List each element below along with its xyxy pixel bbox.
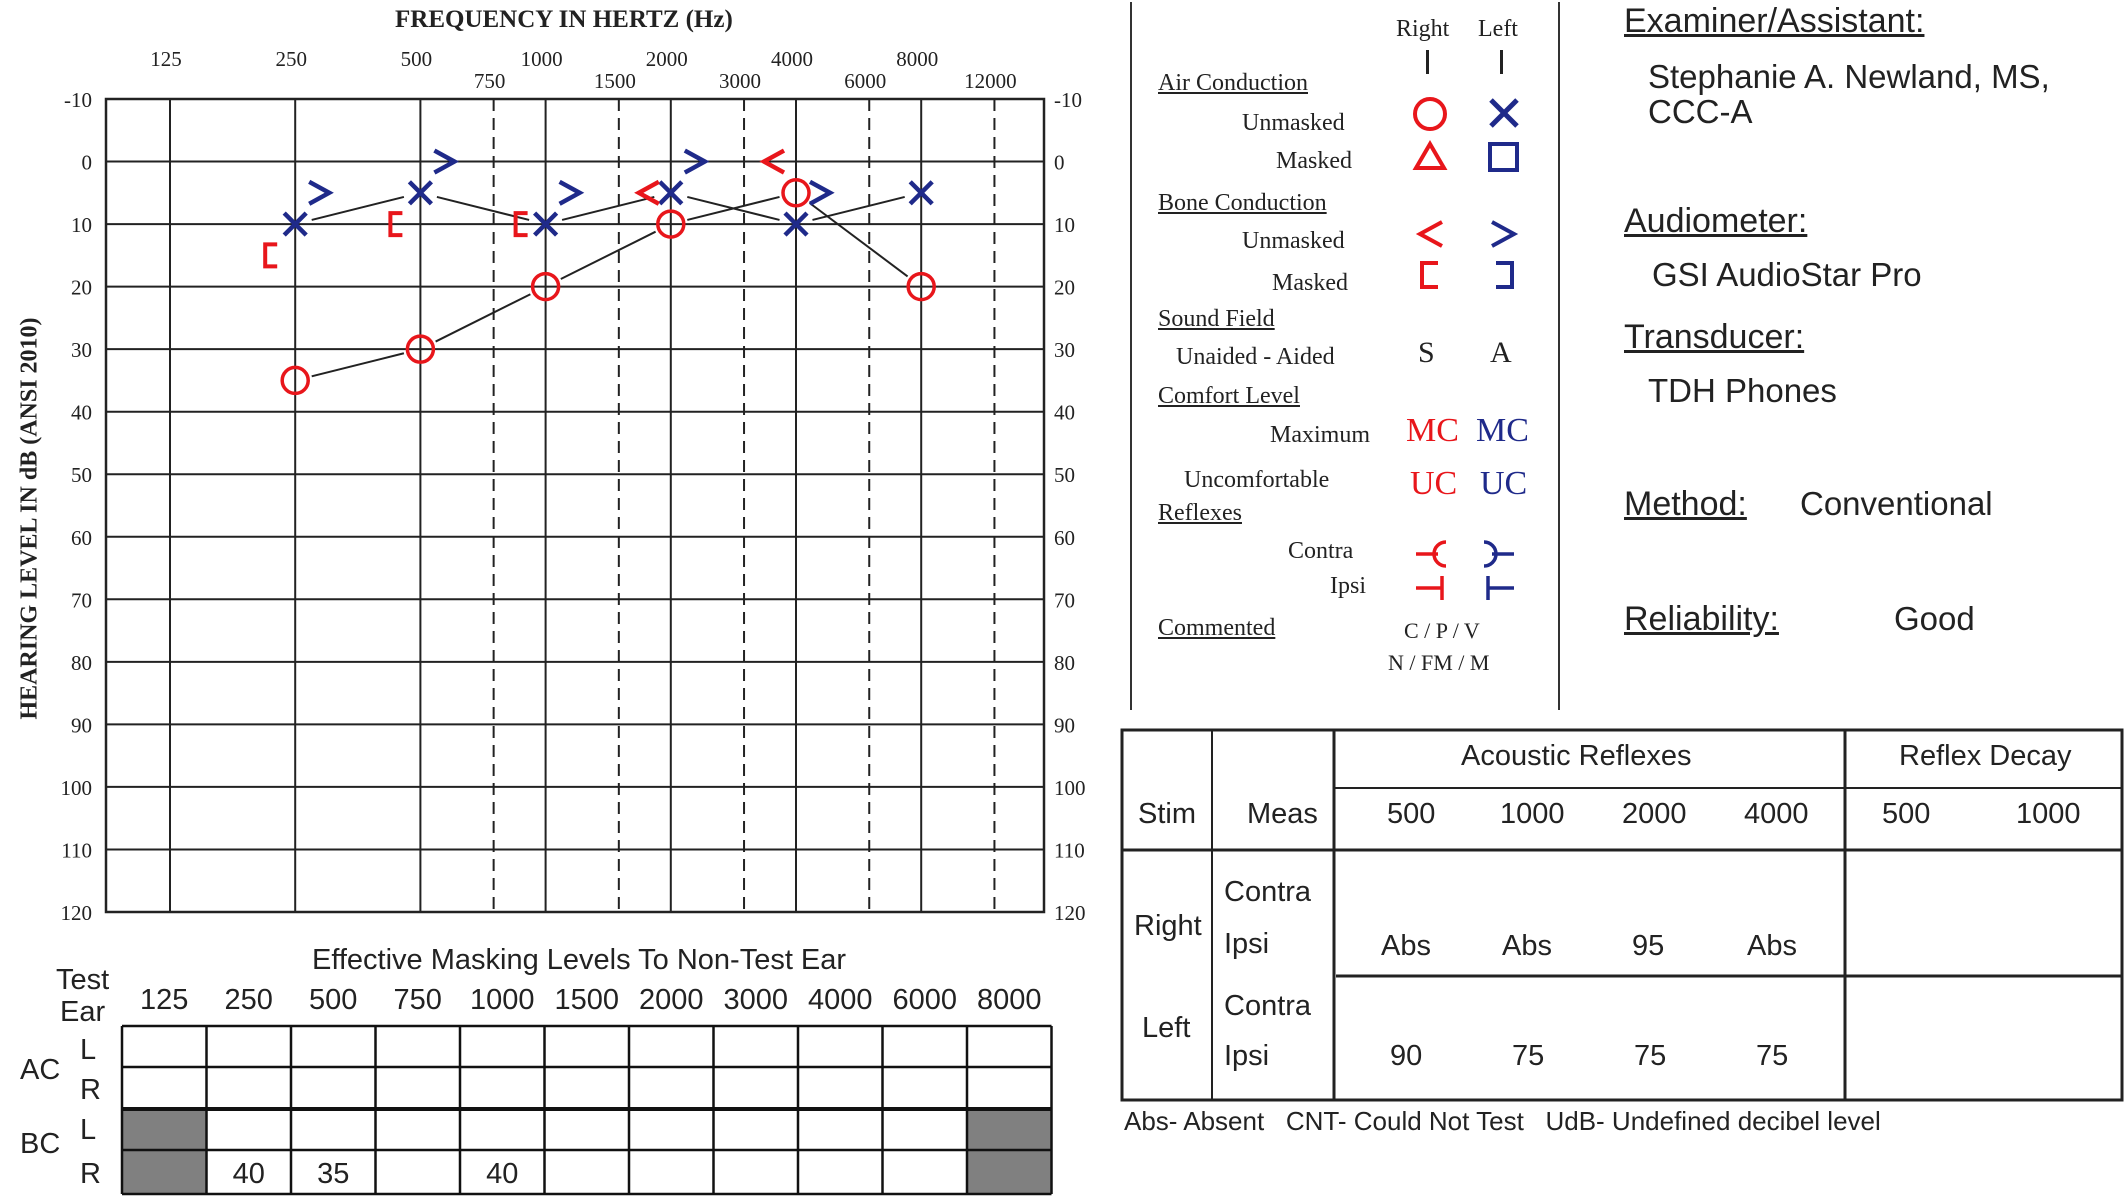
y-tick-left-110: 110 <box>61 838 92 863</box>
reflex-left-ipsi-4000: 75 <box>1756 1040 1789 1072</box>
y-tick-right-100: 100 <box>1054 775 1086 800</box>
audiogram-chart <box>0 0 1130 960</box>
reflex-left-contra: Contra <box>1224 990 1312 1022</box>
masking-freq-250: 250 <box>224 984 273 1016</box>
reflex-freq-2000: 2000 <box>1622 798 1687 830</box>
legend-left-ipsi-icon <box>1488 576 1514 600</box>
reflex-left-ipsi-2000: 75 <box>1634 1040 1667 1072</box>
legend-maximum: Maximum <box>1270 422 1370 448</box>
y-tick-right-70: 70 <box>1054 588 1075 613</box>
masking-freq-4000: 4000 <box>807 984 873 1016</box>
reflex-right-label: Right <box>1134 910 1202 942</box>
legend-left-ac-masked-icon <box>1490 144 1517 170</box>
transducer-label: Transducer: <box>1624 318 1805 356</box>
y-tick-right-50: 50 <box>1054 463 1075 488</box>
examiner-line-1: Stephanie A. Newland, MS, <box>1648 58 2050 95</box>
masking-freq-750: 750 <box>393 984 442 1016</box>
y-axis-label: HEARING LEVEL IN dB (ANSI 2010) <box>16 317 43 720</box>
reflex-decay-header: Reflex Decay <box>1899 740 2072 772</box>
legend-left-contra-icon <box>1484 542 1514 566</box>
reflex-right-ipsi-1000: Abs <box>1502 930 1552 962</box>
y-tick-right-30: 30 <box>1054 338 1075 363</box>
legend-left-mc: MC <box>1476 412 1529 449</box>
y-tick-left-80: 80 <box>71 650 92 675</box>
y-tick-right-80: 80 <box>1054 650 1075 675</box>
masking-ac-label: AC <box>20 1054 61 1086</box>
legend-right-ac-unmasked-icon <box>1415 99 1445 129</box>
reflex-freq-500: 500 <box>1387 798 1436 830</box>
legend-bone-conduction: Bone Conduction <box>1158 190 1327 216</box>
y-tick-right-110: 110 <box>1054 838 1085 863</box>
legend-bc-masked: Masked <box>1272 270 1348 296</box>
chart-title: FREQUENCY IN HERTZ (Hz) <box>395 6 733 33</box>
legend-reflexes: Reflexes <box>1158 500 1242 526</box>
y-tick-left-70: 70 <box>71 588 92 613</box>
x-tick-3000: 3000 <box>719 69 762 93</box>
masking-ac-l-label: L <box>80 1034 97 1066</box>
y-tick-left-30: 30 <box>71 338 92 363</box>
legend-sound-field: Sound Field <box>1158 306 1275 332</box>
y-tick-left-10: 10 <box>71 213 92 238</box>
x-tick-6000: 6000 <box>844 69 887 93</box>
reflex-left-ipsi: Ipsi <box>1224 1040 1270 1072</box>
masking-freq-500: 500 <box>309 984 358 1016</box>
shaded-cell-bc-125 <box>122 1109 207 1194</box>
masking-ear-label: Ear <box>60 996 106 1028</box>
legend-right-tick <box>1426 50 1429 74</box>
y-tick-left-100: 100 <box>60 775 92 800</box>
masking-freq-1000: 1000 <box>469 984 535 1016</box>
masking-freq-2000: 2000 <box>638 984 704 1016</box>
left-air-conduction-unmasked-connector-4 <box>812 197 904 220</box>
examiner-label: Examiner/Assistant: <box>1624 2 1925 40</box>
examiner-line-2: CCC-A <box>1648 93 1753 130</box>
legend-right-uc: UC <box>1410 465 1458 502</box>
y-tick-left-90: 90 <box>71 713 92 738</box>
legend-right-header: Right <box>1396 16 1450 42</box>
x-tick-250: 250 <box>275 47 307 71</box>
legend-comfort-level: Comfort Level <box>1158 383 1300 409</box>
y-tick-left-120: 120 <box>60 901 92 925</box>
legend-left-header: Left <box>1478 16 1518 42</box>
legend-right-ipsi-icon <box>1416 576 1442 600</box>
reliability-value: Good <box>1894 600 1975 637</box>
legend-left-uc: UC <box>1480 465 1528 502</box>
reliability-label: Reliability: <box>1624 600 1779 638</box>
y-tick-left-60: 60 <box>71 525 92 550</box>
plot-frame <box>106 99 1044 912</box>
masking-bc-l-label: L <box>80 1114 97 1146</box>
right-air-conduction-unmasked-connector-2 <box>561 232 656 279</box>
method-label: Method: <box>1624 485 1747 523</box>
x-tick-500: 500 <box>400 47 433 71</box>
y-tick-right-10: 10 <box>1054 213 1075 238</box>
left-air-conduction-unmasked-connector-2 <box>562 197 654 220</box>
legend-commented: Commented <box>1158 615 1276 641</box>
reflex-stim-header: Stim <box>1138 798 1196 830</box>
reflex-acoustic-header: Acoustic Reflexes <box>1461 740 1692 772</box>
legend-divider-right <box>1558 2 1560 710</box>
y-tick-left-50: 50 <box>71 463 92 488</box>
masking-freq-125: 125 <box>140 984 189 1016</box>
legend-bc-unmasked: Unmasked <box>1242 228 1345 254</box>
reflex-right-contra: Contra <box>1224 876 1312 908</box>
legend-ac-unmasked: Unmasked <box>1242 110 1345 136</box>
data-marks <box>265 151 934 394</box>
reflex-right-ipsi-500: Abs <box>1381 930 1431 962</box>
reflex-decay-freq-500: 500 <box>1882 798 1931 830</box>
legend-right-contra-icon <box>1416 542 1446 566</box>
reflex-footnote: Abs- Absent CNT- Could Not Test UdB- Undefined decibel level <box>1124 1106 1881 1136</box>
masking-bc-label: BC <box>20 1128 61 1160</box>
legend-right-bc-unmasked-icon <box>1420 222 1442 246</box>
masking-freq-6000: 6000 <box>892 984 957 1016</box>
legend-ac-masked: Masked <box>1276 148 1352 174</box>
x-tick-8000: 8000 <box>896 47 939 71</box>
reflex-right-ipsi-4000: Abs <box>1747 930 1797 962</box>
legend-air-conduction: Air Conduction <box>1158 70 1308 96</box>
y-tick-right-20: 20 <box>1054 275 1075 300</box>
tick-layer <box>61 47 1086 925</box>
audiometer-value: GSI AudioStar Pro <box>1652 256 1922 293</box>
reflex-left-label: Left <box>1142 1012 1191 1044</box>
x-tick-2000: 2000 <box>645 47 688 71</box>
y-tick-right-60: 60 <box>1054 525 1075 550</box>
reflex-freq-1000: 1000 <box>1500 798 1565 830</box>
y-tick-right-120: 120 <box>1054 901 1086 925</box>
masking-freq-3000: 3000 <box>723 984 788 1016</box>
right-air-conduction-unmasked-connector-0 <box>312 353 404 376</box>
legend-ipsi: Ipsi <box>1330 573 1366 599</box>
y-tick-right-40: 40 <box>1054 400 1075 425</box>
masking-freq-8000: 8000 <box>976 984 1042 1016</box>
reflex-meas-header: Meas <box>1247 798 1318 830</box>
legend-left-bc-unmasked-icon <box>1492 222 1514 246</box>
legend-sf-right-symbol: S <box>1418 336 1435 369</box>
masking-bc-r-250: 40 <box>232 1158 265 1190</box>
reflex-left-ipsi-500: 90 <box>1390 1040 1423 1072</box>
transducer-value: TDH Phones <box>1648 372 1837 409</box>
legend-codes-1: C / P / V <box>1404 618 1480 643</box>
y-tick-left--10: -10 <box>64 88 92 112</box>
right-air-conduction-unmasked-connector-1 <box>436 294 531 341</box>
legend-codes-2: N / FM / M <box>1388 650 1490 675</box>
x-tick-1000: 1000 <box>520 47 563 71</box>
legend-right-ac-masked-icon <box>1416 144 1444 168</box>
x-tick-12000: 12000 <box>964 69 1017 93</box>
masking-bc-r-500: 35 <box>317 1158 350 1190</box>
y-tick-left-20: 20 <box>71 275 92 300</box>
right-air-conduction-unmasked-connector-4 <box>810 203 908 276</box>
legend-right-bc-masked-icon <box>1422 263 1438 287</box>
legend-divider-left <box>1130 2 1132 710</box>
legend-symbols <box>1380 90 1540 610</box>
right-bone-conduction-masked-point-250 <box>265 244 277 266</box>
y-tick-right-0: 0 <box>1054 150 1065 175</box>
shaded-cell-bc-8000 <box>967 1109 1052 1194</box>
legend-right-mc: MC <box>1406 412 1459 449</box>
reflex-right-ipsi-2000: 95 <box>1632 930 1665 962</box>
masking-freq-1500: 1500 <box>554 984 619 1016</box>
left-bone-conduction-unmasked-point-250 <box>309 182 329 204</box>
masking-bc-r-1000: 40 <box>486 1158 519 1190</box>
reflex-left-ipsi-1000: 75 <box>1512 1040 1545 1072</box>
y-tick-left-40: 40 <box>71 400 92 425</box>
reflex-right-ipsi: Ipsi <box>1224 928 1270 960</box>
x-tick-125: 125 <box>150 47 182 71</box>
legend-unaided-aided: Unaided - Aided <box>1176 344 1335 370</box>
y-tick-right--10: -10 <box>1054 88 1082 112</box>
masking-bc-r-label: R <box>80 1158 101 1190</box>
legend-left-bc-masked-icon <box>1496 263 1512 287</box>
masking-title: Effective Masking Levels To Non-Test Ear <box>312 944 847 976</box>
legend-uncomfortable: Uncomfortable <box>1184 467 1330 493</box>
y-tick-left-0: 0 <box>81 150 92 175</box>
x-tick-1500: 1500 <box>593 69 636 93</box>
grid-layer <box>106 99 1044 912</box>
legend-left-ac-unmasked-icon <box>1491 100 1517 126</box>
legend-contra: Contra <box>1288 538 1354 564</box>
y-tick-right-90: 90 <box>1054 713 1075 738</box>
legend-left-tick <box>1500 50 1503 74</box>
left-bone-conduction-unmasked-point-1000 <box>560 182 580 204</box>
masking-ac-r-label: R <box>80 1074 101 1106</box>
reflex-decay-freq-1000: 1000 <box>2016 798 2081 830</box>
x-tick-4000: 4000 <box>771 47 813 71</box>
masking-test-label: Test <box>56 964 110 996</box>
method-value: Conventional <box>1800 485 1993 522</box>
x-tick-750: 750 <box>473 69 506 93</box>
audiometer-label: Audiometer: <box>1624 202 1808 240</box>
reflex-table-grid <box>1118 726 2128 1106</box>
left-bone-conduction-unmasked-point-4000 <box>810 182 830 204</box>
reflex-freq-4000: 4000 <box>1744 798 1809 830</box>
legend-sf-left-symbol: A <box>1490 336 1512 369</box>
